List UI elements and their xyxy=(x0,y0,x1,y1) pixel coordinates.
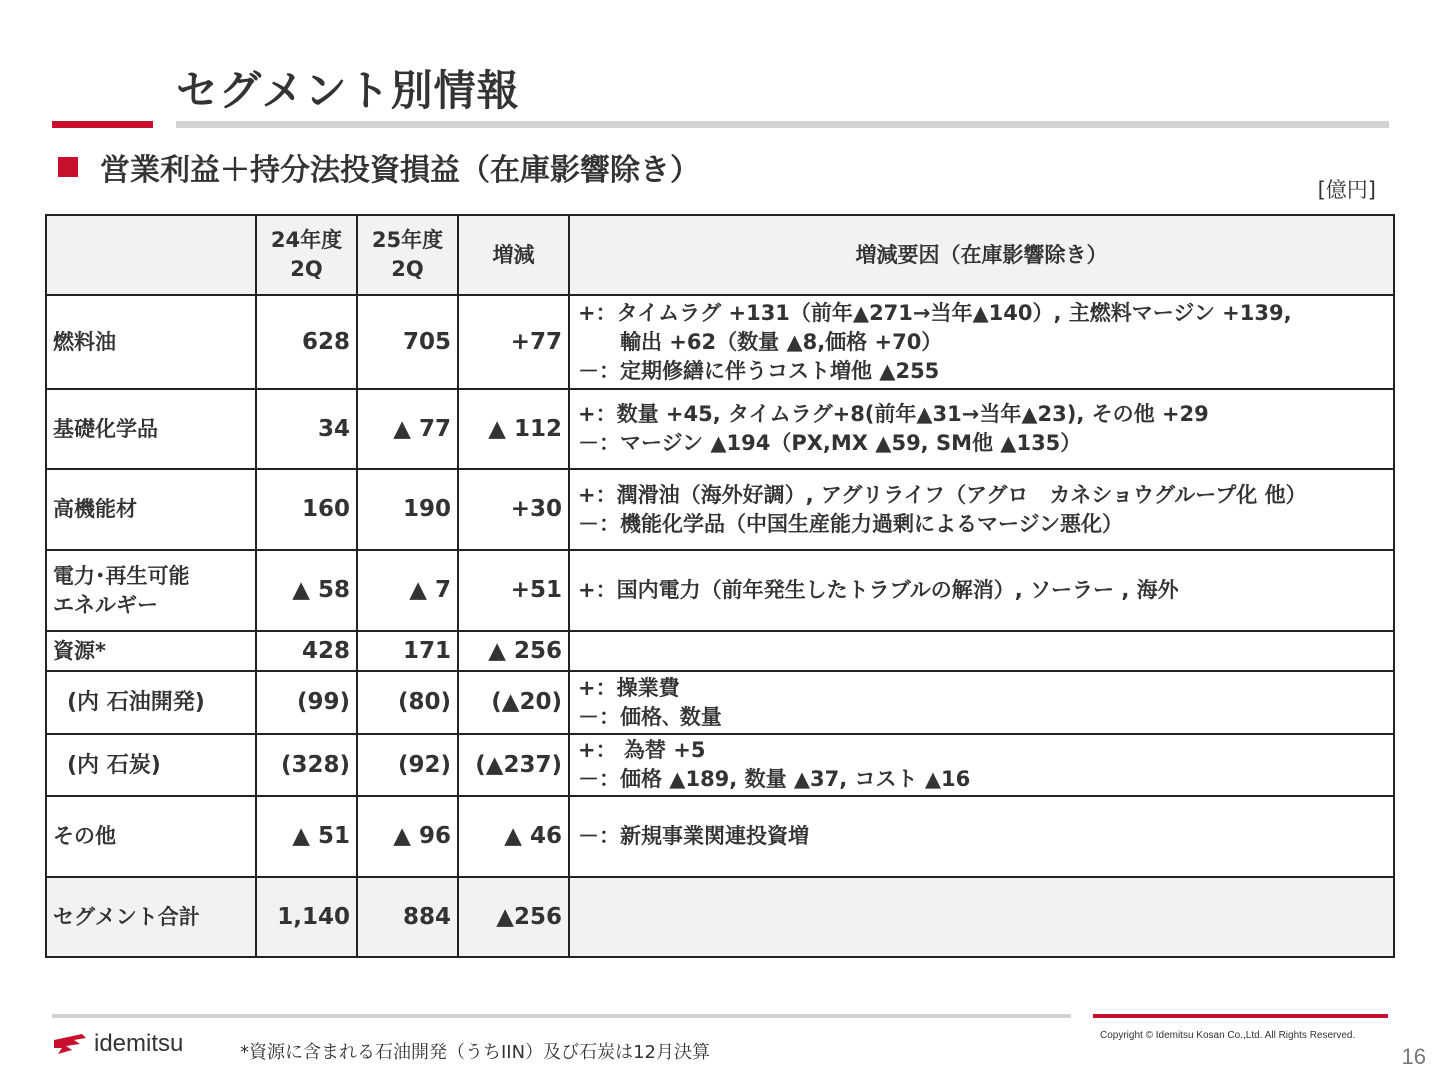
table-row xyxy=(46,550,1394,631)
idemitsu-logo-icon xyxy=(52,1030,88,1058)
value-diff: +51 xyxy=(458,550,569,631)
column-header xyxy=(46,215,256,295)
table-row xyxy=(46,734,1394,796)
footer-rule xyxy=(52,1014,1071,1018)
value-diff: ▲ 256 xyxy=(458,631,569,671)
value-fy25: 171 xyxy=(357,631,458,671)
row-label: 燃料油 xyxy=(46,295,256,389)
factor-line: －：機能化学品（中国生産能力過剰によるマージン悪化） xyxy=(578,511,1124,536)
change-factors xyxy=(569,631,1394,671)
factor-line: －：価格､ 数量 xyxy=(578,704,722,729)
column-header: 24年度 2Q xyxy=(256,215,357,295)
page-title: セグメント別情報 xyxy=(176,66,520,115)
value-fy24: 428 xyxy=(256,631,357,671)
value-diff: ▲ 112 xyxy=(458,389,569,469)
section-heading xyxy=(58,145,700,189)
table-row xyxy=(46,877,1394,957)
factor-line: +：タイムラグ +131（前年▲271→当年▲140）, 主燃料マージン +139, xyxy=(578,300,1292,325)
value-fy24: (328) xyxy=(256,734,357,796)
value-fy24: 1,140 xyxy=(256,877,357,957)
column-header: 増減 xyxy=(458,215,569,295)
factor-line: －：価格 ▲189, 数量 ▲37, コスト ▲16 xyxy=(578,767,971,791)
row-label: (内 石炭) xyxy=(46,734,256,796)
column-header: 増減要因（在庫影響除き） xyxy=(569,215,1394,295)
change-factors xyxy=(569,796,1394,877)
column-header: 25年度 2Q xyxy=(357,215,458,295)
change-factors xyxy=(569,295,1394,389)
row-label: (内 石油開発) xyxy=(46,671,256,734)
table-header-row xyxy=(46,215,1394,295)
change-factors xyxy=(569,877,1394,957)
footer-accent-bar xyxy=(1093,1014,1388,1018)
change-factors xyxy=(569,469,1394,550)
value-fy25: ▲ 96 xyxy=(357,796,458,877)
value-fy25: 705 xyxy=(357,295,458,389)
factor-line: －：定期修繕に伴うコスト増他 ▲255 xyxy=(578,358,940,383)
value-fy25: (92) xyxy=(357,734,458,796)
value-diff: +30 xyxy=(458,469,569,550)
value-fy25: 190 xyxy=(357,469,458,550)
value-fy25: ▲ 7 xyxy=(357,550,458,631)
value-fy25: (80) xyxy=(357,671,458,734)
footnote: *資源に含まれる石油開発（うちIIN）及び石炭は12月決算 xyxy=(240,1042,710,1063)
change-factors xyxy=(569,734,1394,796)
factor-line: －：マージン ▲194（PX,MX ▲59, SM他 ▲135） xyxy=(578,431,1082,455)
change-factors xyxy=(569,389,1394,469)
value-diff: ▲ 46 xyxy=(458,796,569,877)
table-row xyxy=(46,671,1394,734)
value-fy25: 884 xyxy=(357,877,458,957)
value-diff: (▲20) xyxy=(458,671,569,734)
factor-line: +：数量 +45, タイムラグ+8(前年▲31→当年▲23), その他 +29 xyxy=(578,402,1209,426)
table-row xyxy=(46,389,1394,469)
row-label: 資源* xyxy=(46,631,256,671)
copyright-notice: Copyright © Idemitsu Kosan Co.,Ltd. All Rights Reserved. xyxy=(1100,1030,1356,1041)
table-row xyxy=(46,295,1394,389)
value-fy24: 160 xyxy=(256,469,357,550)
value-fy24: ▲ 58 xyxy=(256,550,357,631)
table-row xyxy=(46,796,1394,877)
factor-line: 輸出 +62（数量 ▲8,価格 +70） xyxy=(578,329,943,354)
value-diff: (▲237) xyxy=(458,734,569,796)
table-row xyxy=(46,469,1394,550)
page-number: 16 xyxy=(1401,1044,1426,1069)
company-logo xyxy=(52,1030,183,1058)
title-accent-bar xyxy=(52,121,153,128)
factor-line: +：操業費 xyxy=(578,675,680,700)
segment-table xyxy=(45,214,1395,958)
bullet-square-icon xyxy=(58,157,78,177)
change-factors xyxy=(569,550,1394,631)
factor-line: +： 為替 +5 xyxy=(578,738,706,762)
value-diff: ▲256 xyxy=(458,877,569,957)
factor-line: +：潤滑油（海外好調）, アグリライフ（アグロ カネショウグループ化 他） xyxy=(578,482,1307,507)
value-fy24: (99) xyxy=(256,671,357,734)
row-label: その他 xyxy=(46,796,256,877)
row-label: 電力･再生可能 エネルギー xyxy=(46,550,256,631)
row-label: 基礎化学品 xyxy=(46,389,256,469)
row-label: セグメント合計 xyxy=(46,877,256,957)
section-heading-text: 営業利益＋持分法投資損益（在庫影響除き） xyxy=(100,153,700,188)
change-factors xyxy=(569,671,1394,734)
factor-line: +：国内電力（前年発生したトラブルの解消）, ソーラー , 海外 xyxy=(578,578,1179,602)
value-fy24: 34 xyxy=(256,389,357,469)
logo-text: idemitsu xyxy=(94,1030,184,1057)
factor-line: －：新規事業関連投資増 xyxy=(578,824,809,848)
value-fy24: 628 xyxy=(256,295,357,389)
unit-label: [億円] xyxy=(1317,178,1376,202)
value-fy24: ▲ 51 xyxy=(256,796,357,877)
value-fy25: ▲ 77 xyxy=(357,389,458,469)
title-rule xyxy=(176,121,1389,128)
row-label: 高機能材 xyxy=(46,469,256,550)
table-row xyxy=(46,631,1394,671)
value-diff: +77 xyxy=(458,295,569,389)
